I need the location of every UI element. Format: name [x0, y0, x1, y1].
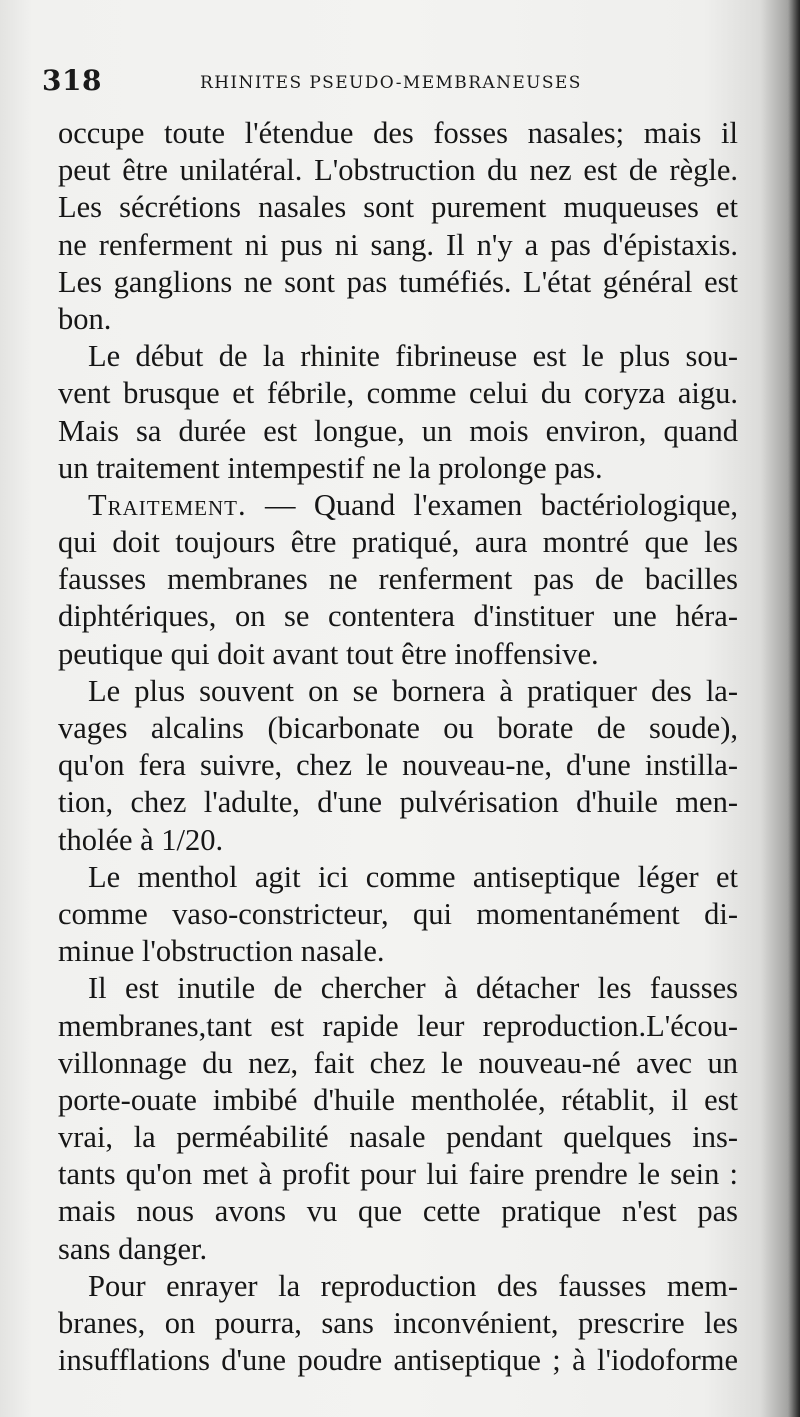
text-line: villonnage du nez, fait chez le nouveau-né avec un — [58, 1045, 738, 1080]
text-line: mais nous avons vu que cette pratique n'est pas — [58, 1194, 738, 1229]
text-line: Les sécrétions nasales sont purement muqueuses et — [58, 190, 738, 225]
text-line: tion, chez l'adulte, d'une pulvérisation d'huile men- — [58, 785, 738, 820]
text-line: ne renferment ni pus ni sang. Il n'y a pas d'épistaxis. — [58, 227, 738, 262]
paragraph-start: Pour enrayer la reproduction des fausses mem- — [88, 1268, 738, 1303]
text-line: Mais sa durée est longue, un mois environ, quand — [58, 413, 738, 448]
body-text — [58, 115, 738, 1379]
text-line: peutique qui doit avant tout être inoffensive. — [58, 636, 599, 671]
text-line: sans danger. — [58, 1231, 208, 1266]
running-title: RHINITES PSEUDO-MEMBRANEUSES — [200, 73, 582, 93]
text-line: membranes,tant est rapide leur reproduction.L'écou- — [58, 1008, 738, 1043]
text-line: vrai, la perméabilité nasale pendant quelques ins- — [58, 1120, 738, 1155]
text-line: vent brusque et fébrile, comme celui du coryza aigu. — [58, 376, 738, 411]
text-line: un traitement intempestif ne la prolonge pas. — [58, 450, 603, 485]
text-line: bon. — [58, 301, 112, 336]
text-line: Les ganglions ne sont pas tuméfiés. L'état général est — [58, 264, 738, 299]
text-line: comme vaso-constricteur, qui momentanément di- — [58, 896, 738, 931]
paragraph-start-traitement — [58, 487, 738, 524]
page-number: 318 — [42, 64, 102, 97]
text-line: fausses membranes ne renferment pas de bacilles — [58, 562, 738, 597]
running-head — [42, 64, 762, 104]
section-label-traitement: Traitement. — [88, 487, 247, 522]
text-line: occupe toute l'étendue des fosses nasales; mais il — [58, 116, 738, 150]
paragraph-start: Le début de la rhinite fibrineuse est le plus sou- — [88, 339, 738, 374]
text-line: qui doit toujours être pratiqué, aura montré que les — [58, 525, 738, 560]
text-line: diphtériques, on se contentera d'instituer une héra- — [58, 599, 738, 634]
text-line-fragment: — Quand l'examen bactériologique, — [264, 487, 738, 522]
binding-shadow — [788, 0, 800, 1417]
text-line: peut être unilatéral. L'obstruction du nez est de règle. — [58, 153, 738, 188]
text-line: minue l'obstruction nasale. — [58, 934, 385, 969]
text-line: branes, on pourra, sans inconvénient, prescrire les — [58, 1306, 738, 1340]
text-line: tholée à 1/20. — [58, 822, 224, 857]
text-line: insufflations d'une poudre antiseptique ; à l'iodoforme — [58, 1343, 738, 1378]
paragraph-start: Le menthol agit ici comme antiseptique léger et — [88, 859, 738, 894]
paragraph-start: Le plus souvent on se bornera à pratiquer des la- — [88, 673, 738, 708]
text-line: qu'on fera suivre, chez le nouveau-ne, d'une instilla- — [58, 748, 738, 783]
text-line: vages alcalins (bicarbonate ou borate de soude), — [58, 711, 738, 745]
text-line: porte-ouate imbibé d'huile mentholée, rétablit, il est — [58, 1082, 738, 1117]
text-line: tants qu'on met à profit pour lui faire prendre le sein : — [58, 1157, 738, 1192]
paragraph-start: Il est inutile de chercher à détacher les fausses — [88, 971, 738, 1006]
